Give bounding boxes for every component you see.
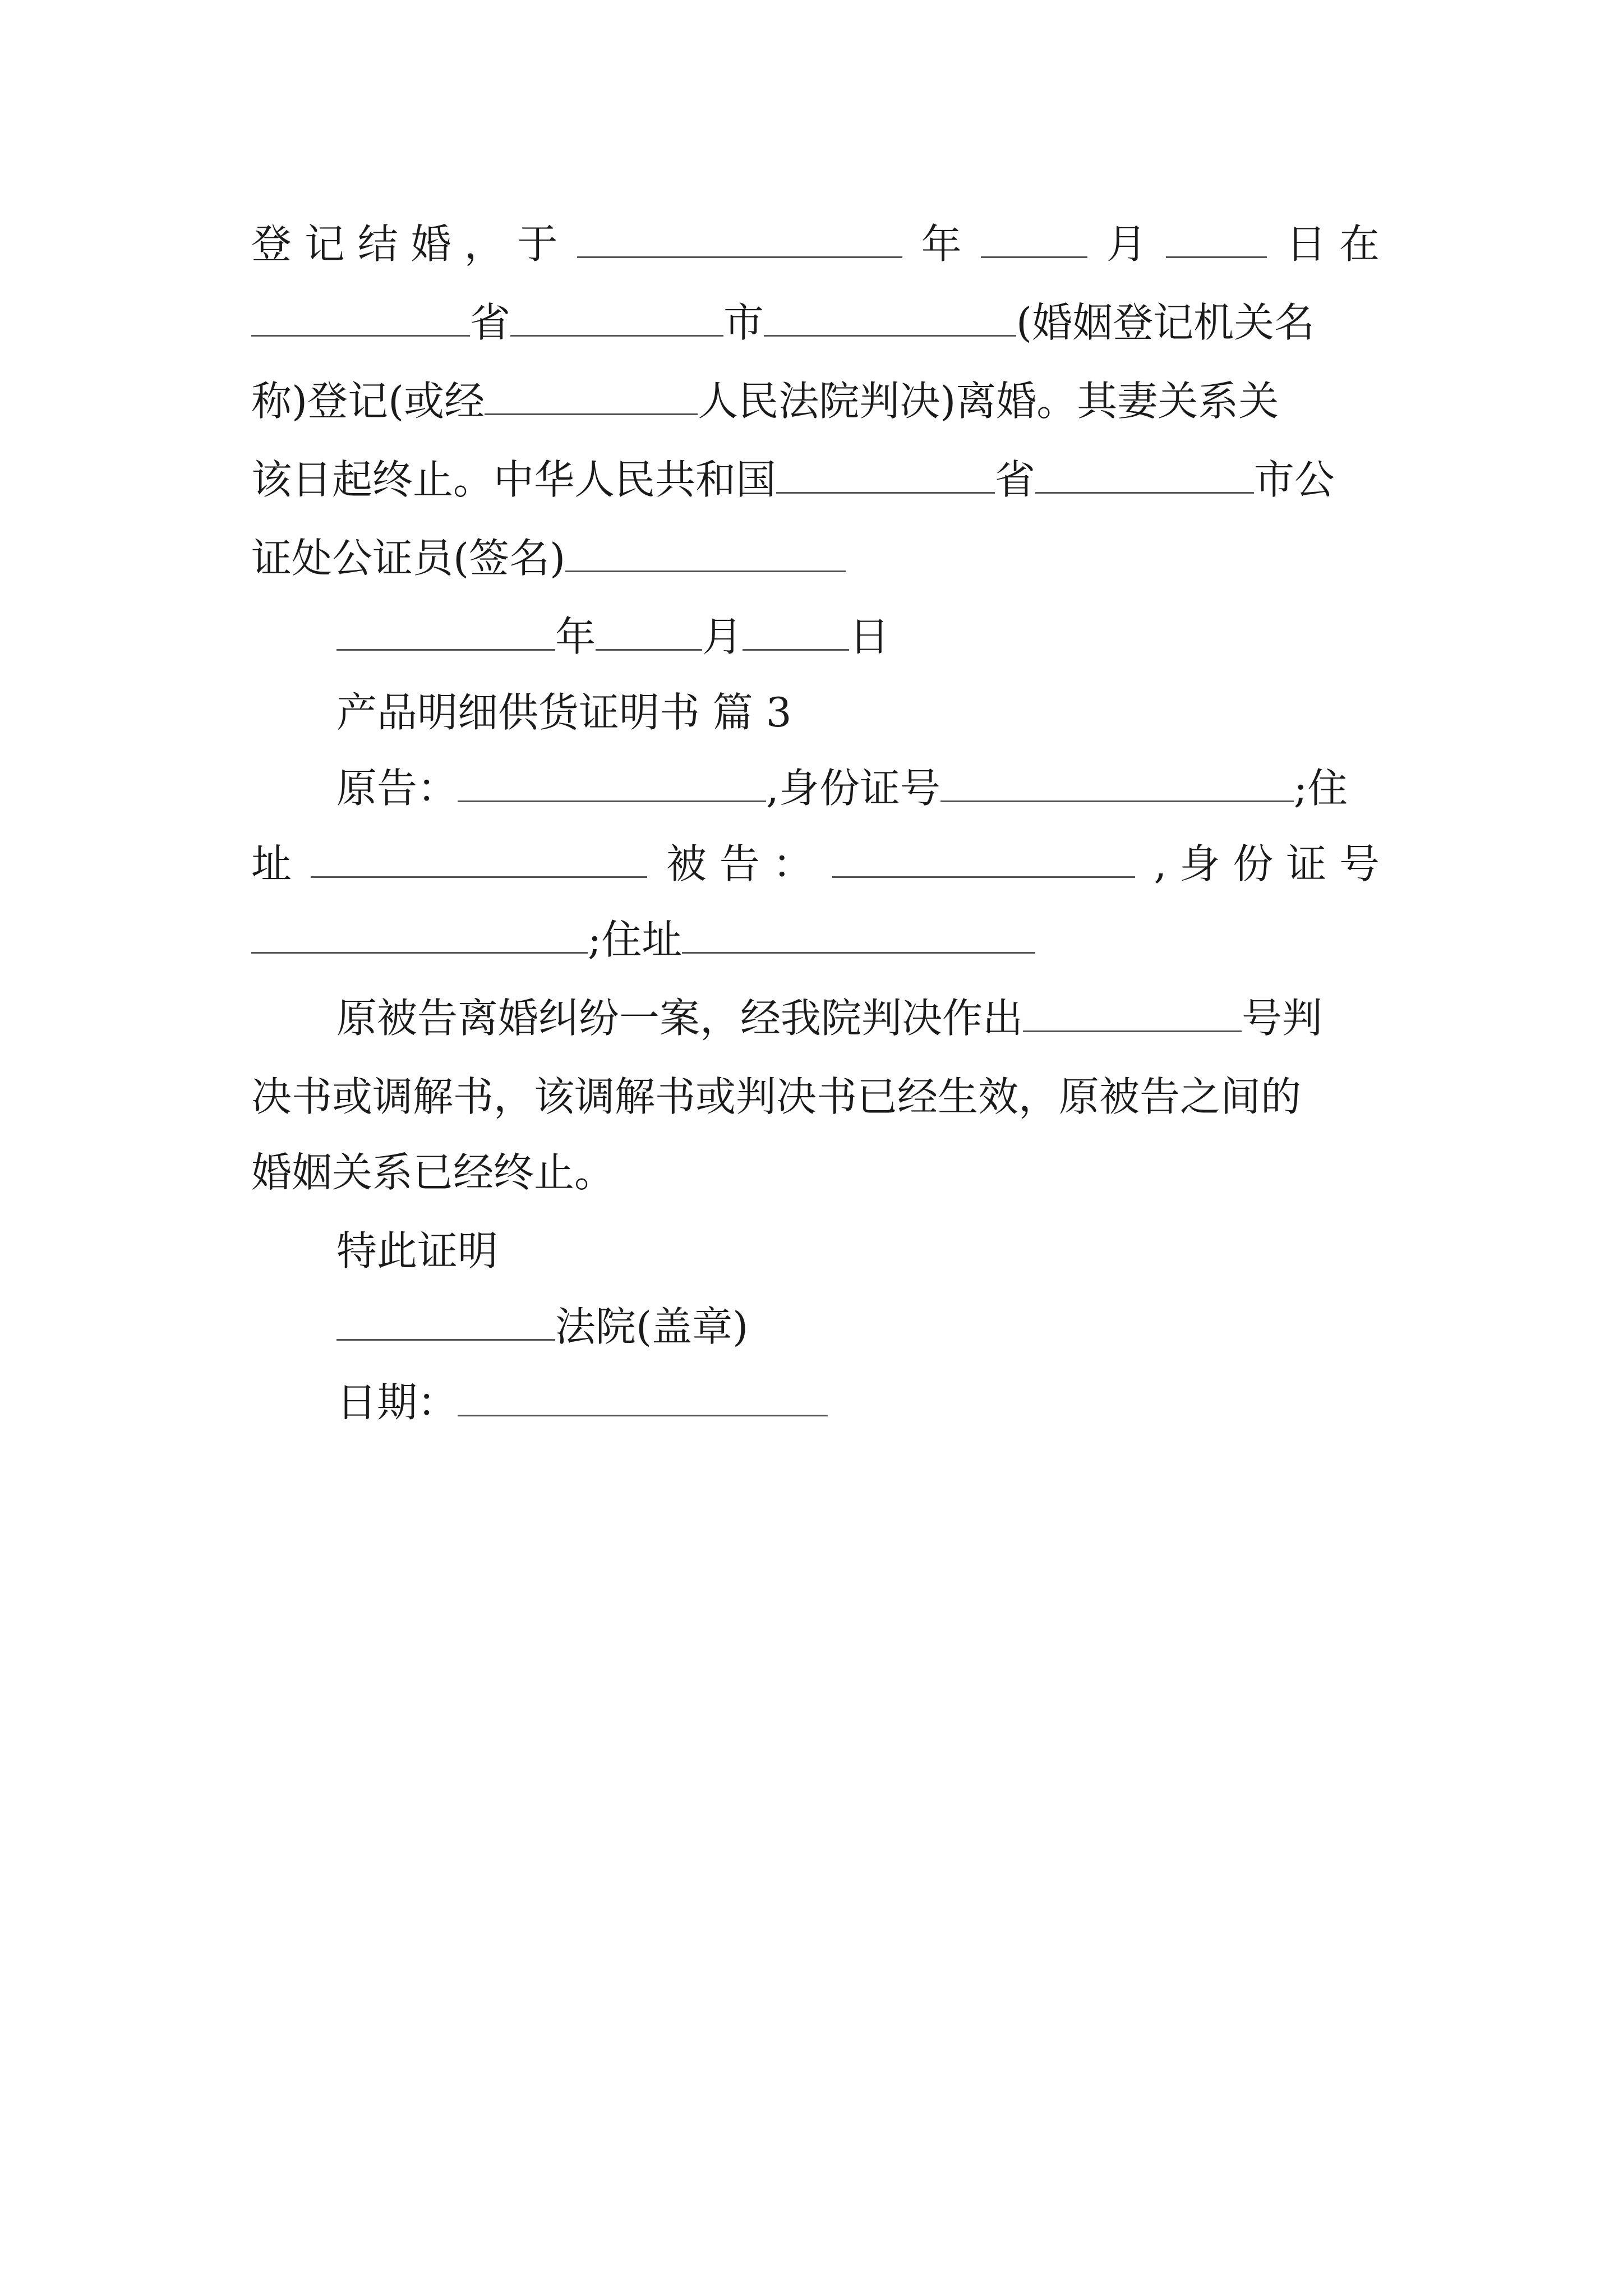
blank-province xyxy=(251,301,470,337)
text-l6b: 月 xyxy=(702,613,743,660)
blank-court xyxy=(485,380,698,415)
blank-year-2 xyxy=(336,615,555,651)
text-l15a: 法院(盖章) xyxy=(555,1303,749,1350)
text-l2a: 省 xyxy=(470,299,511,346)
text-l14a: 特此证明 xyxy=(336,1227,499,1274)
blank-city-2 xyxy=(1035,458,1254,494)
blank-plaintiff xyxy=(458,767,766,802)
blank-defendant xyxy=(832,843,1135,878)
text-l2c: (婚姻登记机关名 xyxy=(1016,299,1315,346)
text-l6c: 日 xyxy=(849,613,890,660)
text-l11b: 号判 xyxy=(1242,995,1323,1042)
line-15 xyxy=(336,1287,1380,1366)
line-10 xyxy=(251,900,1380,979)
blank-month xyxy=(981,223,1087,258)
blank-month-2 xyxy=(596,615,702,651)
text-l3b: 人民法院判决)离婚。其妻关系关 xyxy=(698,378,1279,425)
text-l4a: 该日起终止。中华人民共和国 xyxy=(251,456,777,503)
text-l4b: 省 xyxy=(995,456,1036,503)
line-12 xyxy=(251,1057,1380,1136)
text-l1a: 登 记 结 婚 ， 于 xyxy=(251,220,558,268)
text-l10a: ;住址 xyxy=(588,916,683,963)
line-14 xyxy=(336,1212,1380,1290)
blank-province-2 xyxy=(776,458,995,494)
blank-case-number xyxy=(1023,997,1242,1032)
section-title xyxy=(336,673,1380,752)
line-3 xyxy=(251,362,1380,440)
blank-registry xyxy=(764,301,1016,337)
blank-day xyxy=(1166,223,1267,258)
text-l9c: , 身 份 证 号 xyxy=(1154,840,1380,887)
text-l5a: 证处公证员(签名) xyxy=(251,535,566,582)
blank-day-2 xyxy=(743,615,849,651)
line-9 xyxy=(251,825,1380,903)
line-11 xyxy=(336,979,1380,1057)
text-l11a: 原被告离婚纠纷一案，经我院判决作出 xyxy=(336,995,1023,1042)
line-5 xyxy=(251,519,1380,597)
blank-year xyxy=(577,223,902,258)
blank-signature xyxy=(565,537,846,572)
line-6 xyxy=(336,597,1380,676)
text-l6a: 年 xyxy=(555,613,596,660)
text-l12a: 决书或调解书，该调解书或判决书已经生效，原被告之间的 xyxy=(251,1073,1302,1120)
line-8 xyxy=(336,749,1380,827)
text-l1d: 日 在 xyxy=(1286,220,1380,268)
text-l9a: 址 xyxy=(251,840,292,887)
text-l2b: 市 xyxy=(723,299,764,346)
line-4 xyxy=(251,440,1380,519)
line-16 xyxy=(336,1363,1380,1442)
text-l1b: 年 xyxy=(921,220,962,268)
line-13 xyxy=(251,1133,1380,1212)
blank-date xyxy=(458,1381,828,1416)
text-l8a: 原告： xyxy=(336,765,458,812)
blank-plaintiff-id xyxy=(940,767,1294,802)
blank-plaintiff-address xyxy=(311,843,647,878)
text-l8b: ,身份证号 xyxy=(766,765,940,812)
text-l7a: 产品明细供货证明书 篇 3 xyxy=(336,689,792,736)
blank-defendant-address xyxy=(682,918,1035,954)
text-l13a: 婚姻关系已经终止。 xyxy=(251,1149,615,1196)
text-l1c: 月 xyxy=(1106,220,1147,268)
text-l8c: ;住 xyxy=(1293,765,1348,812)
text-l9b: 被 告 ： xyxy=(666,840,813,887)
blank-court-name xyxy=(336,1305,555,1341)
text-l3a: 称)登记(或经 xyxy=(251,378,485,425)
line-1 xyxy=(251,205,1380,283)
text-l4c: 市公 xyxy=(1254,456,1335,503)
blank-defendant-id xyxy=(251,918,588,954)
line-2 xyxy=(251,283,1380,362)
blank-city xyxy=(510,301,723,337)
text-l16a: 日期： xyxy=(336,1379,458,1426)
